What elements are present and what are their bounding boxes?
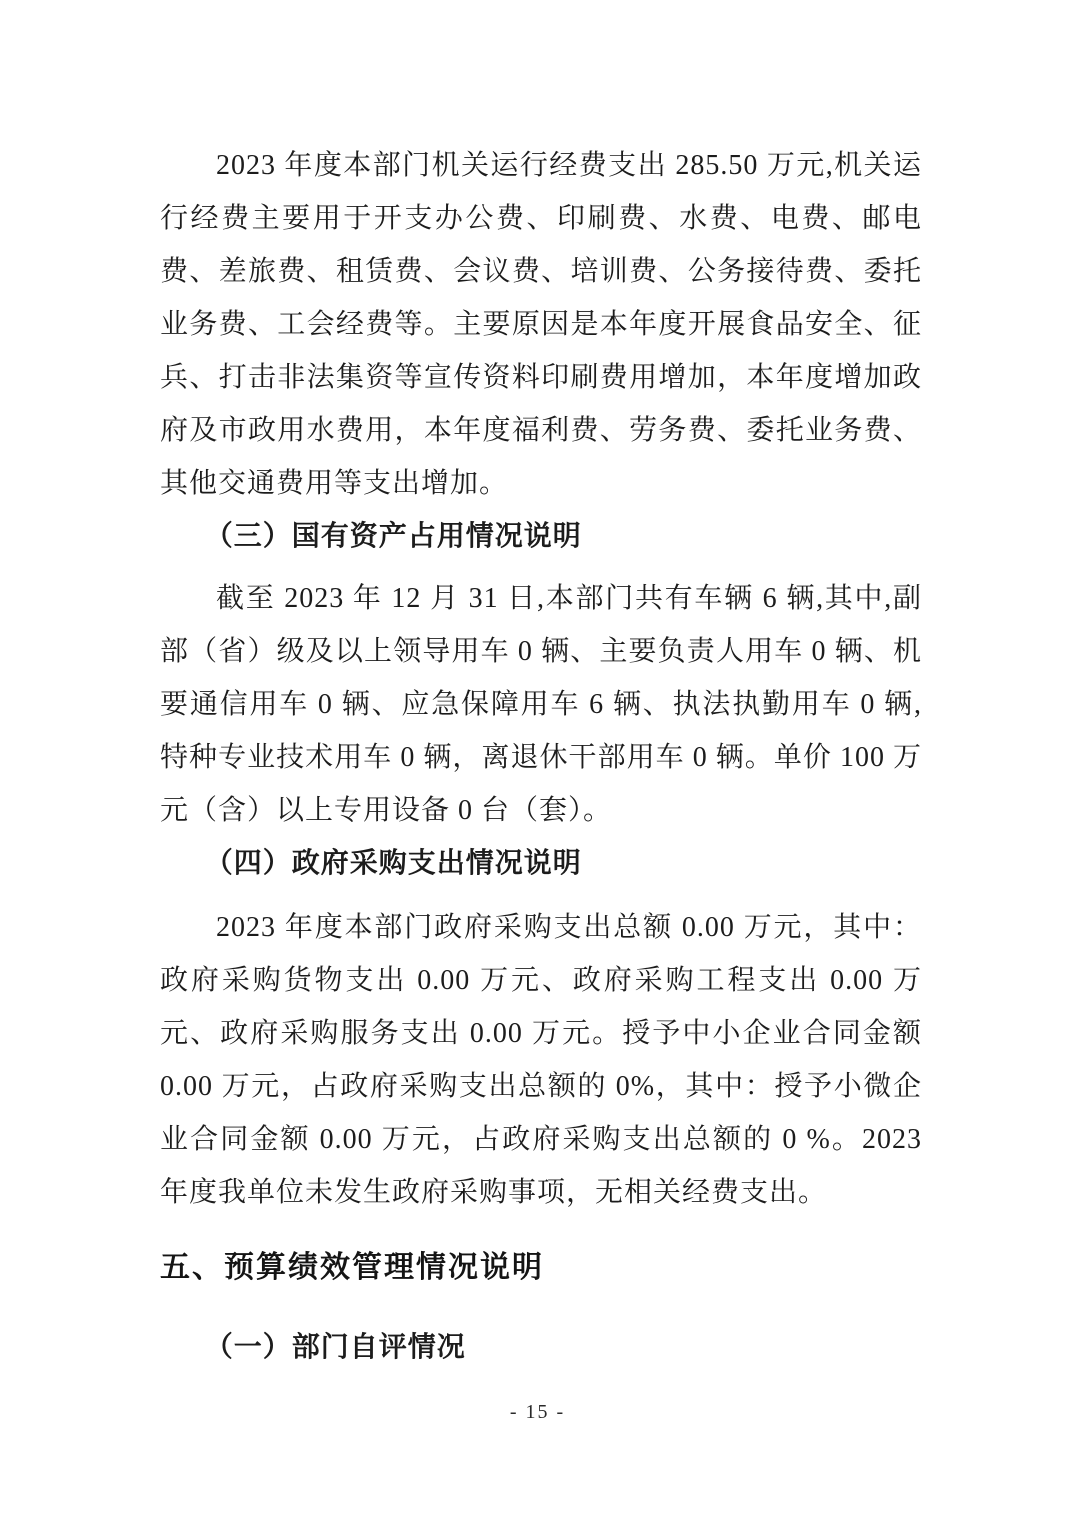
heading-department-self-evaluation: （一）部门自评情况: [204, 1332, 466, 1363]
paragraph-state-assets-usage: 截至 2023 年 12 月 31 日,本部门共有车辆 6 辆,其中,副部（省）级及以上领导用车 0 辆、主要负责人用车 0 辆、机要通信用车 0 辆、应急保障用车 6 辆、执法执勤用车 0 辆,特种专业技术用车 0 辆，离退休干部用车 0 辆。单价 100 万元（含）以上专用设备 0 台（套）。: [160, 583, 922, 826]
paragraph-government-procurement: 2023 年度本部门政府采购支出总额 0.00 万元，其中：政府采购货物支出 0.00 万元、政府采购工程支出 0.00 万元、政府采购服务支出 0.00 万元。授予中小企业合同金额 0.00 万元，占政府采购支出总额的 0%，其中：授予小微企业合同金额 0.00 万元，占政府采购支出总额的 0 %。2023 年度我单位未发生政府采购事项，无相关经费支出。: [160, 912, 922, 1208]
heading-budget-performance: 五、预算绩效管理情况说明: [160, 1251, 544, 1284]
paragraph-operating-expenses: 2023 年度本部门机关运行经费支出 285.50 万元,机关运行经费主要用于开支办公费、印刷费、水费、电费、邮电费、差旅费、租赁费、会议费、培训费、公务接待费、委托业务费、工会经费等。主要原因是本年度开展食品安全、征兵、打击非法集资等宣传资料印刷费用增加，本年度增加政府及市政用水费用，本年度福利费、劳务费、委托业务费、其他交通费用等支出增加。: [160, 150, 922, 499]
page-number: - 15 -: [509, 1401, 566, 1423]
heading-state-assets-usage: （三）国有资产占用情况说明: [204, 521, 582, 552]
heading-government-procurement: （四）政府采购支出情况说明: [204, 848, 582, 879]
document-body: [160, 139, 922, 1374]
